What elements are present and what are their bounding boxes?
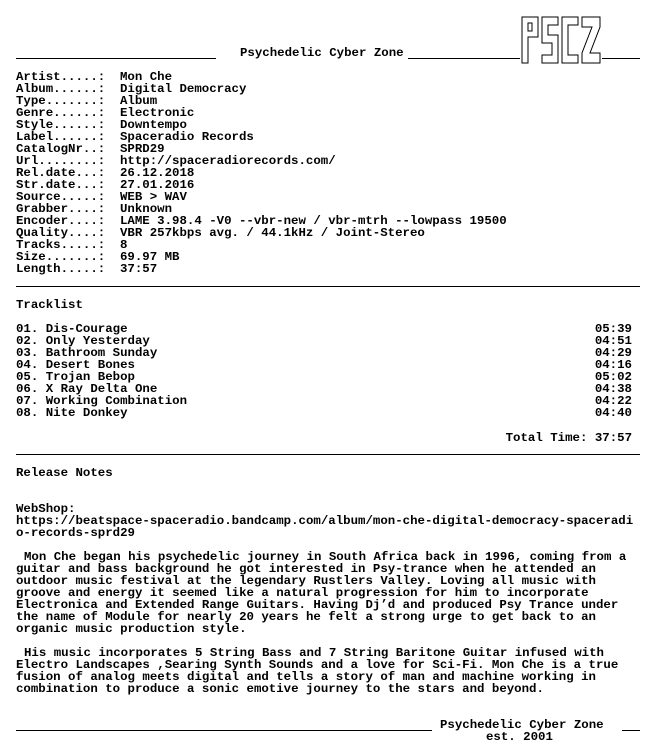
info-style: Style......: Downtempo xyxy=(16,118,187,132)
release-notes-heading: Release Notes xyxy=(16,466,113,480)
track-title: 08. Nite Donkey xyxy=(16,406,128,420)
track-row xyxy=(16,407,632,419)
info-tracks: Tracks.....: 8 xyxy=(16,238,128,252)
info-source: Source.....: WEB > WAV xyxy=(16,190,187,204)
track-title: 07. Working Combination xyxy=(16,394,188,408)
track-time: 04:38 xyxy=(594,382,632,396)
divider-info xyxy=(16,286,640,287)
track-title: 05. Trojan Bebop xyxy=(16,370,135,384)
track-time: 05:02 xyxy=(594,370,632,384)
info-album: Album......: Digital Democracy xyxy=(16,82,247,96)
webshop-label: WebShop: xyxy=(16,502,76,516)
info-type: Type.......: Album xyxy=(16,94,158,108)
info-grabber: Grabber....: Unknown xyxy=(16,202,173,216)
track-time: 04:29 xyxy=(594,346,632,360)
info-label: Label......: Spaceradio Records xyxy=(16,130,254,144)
track-time: 04:22 xyxy=(594,394,632,408)
logo-graphic xyxy=(522,17,600,63)
notes-paragraph-1: Mon Che began his psychedelic journey in South Africa back in 1996, coming from a guitar and bass background he got interested in Psy-trance when he attended an outdoor music festival at the legendary Rustlers Valley. Loving all music with groove and energy it seemed like a natural progression for him to incorporate Electronica and Extended Range Guitars. Having Dj’d and produced Psy Trance under the name of Module for nearly 20 years he felt a strong urge to get back to an organic music production style. xyxy=(16,550,627,636)
notes-paragraph-2: His music incorporates 5 String Bass and 7 String Baritone Guitar infused with Electro Landscapes ,Searing Synth Sounds and a love for Sci-Fi. Mon Che is a true fusion of analog meets digital and tells a story of man and machine working in combination to produce a sonic emotive journey to the stars and beyond. xyxy=(16,646,619,696)
footer-est: est. 2001 xyxy=(486,730,553,744)
tracklist xyxy=(16,323,632,419)
track-title: 03. Bathroom Sunday xyxy=(16,346,158,360)
tracklist-heading: Tracklist xyxy=(16,298,83,312)
track-title: 06. X Ray Delta One xyxy=(16,382,158,396)
header-title: Psychedelic Cyber Zone xyxy=(240,46,404,60)
track-time: 04:16 xyxy=(594,358,632,372)
webshop-link[interactable]: https://beatspace-spaceradio.bandcamp.com/album/mon-che-digital-democracy-spaceradio-records-sprd29 xyxy=(16,514,634,540)
info-quality: Quality....: VBR 257kbps avg. / 44.1kHz / Joint-Stereo xyxy=(16,226,425,240)
footer-rule-left xyxy=(16,730,432,731)
track-title: 01. Dis-Courage xyxy=(16,322,128,336)
info-catalognr: CatalogNr..: SPRD29 xyxy=(16,142,165,156)
footer-title: Psychedelic Cyber Zone xyxy=(440,718,604,732)
track-title: 02. Only Yesterday xyxy=(16,334,150,348)
info-genre: Genre......: Electronic xyxy=(16,106,195,120)
footer-rule-right xyxy=(622,730,640,731)
track-title: 04. Desert Bones xyxy=(16,358,135,372)
pscz-logo xyxy=(520,15,602,65)
divider-tracklist xyxy=(16,454,640,455)
total-time: Total Time: 37:57 xyxy=(505,431,632,445)
info-str-date: Str.date...: 27.01.2016 xyxy=(16,178,195,192)
release-notes xyxy=(16,503,636,695)
footer xyxy=(16,718,640,750)
header-rule-left xyxy=(16,58,216,59)
info-url: Url........: http://spaceradiorecords.com/ xyxy=(16,154,336,168)
release-info xyxy=(16,71,507,275)
track-time: 04:40 xyxy=(594,406,632,420)
info-rel-date: Rel.date...: 26.12.2018 xyxy=(16,166,195,180)
info-length: Length.....: 37:57 xyxy=(16,262,158,276)
track-time: 04:51 xyxy=(594,334,632,348)
info-size: Size.......: 69.97 MB xyxy=(16,250,180,264)
info-encoder: Encoder....: LAME 3.98.4 -V0 --vbr-new / vbr-mtrh --lowpass 19500 xyxy=(16,214,507,228)
info-artist: Artist.....: Mon Che xyxy=(16,70,173,84)
track-time: 05:39 xyxy=(594,322,632,336)
